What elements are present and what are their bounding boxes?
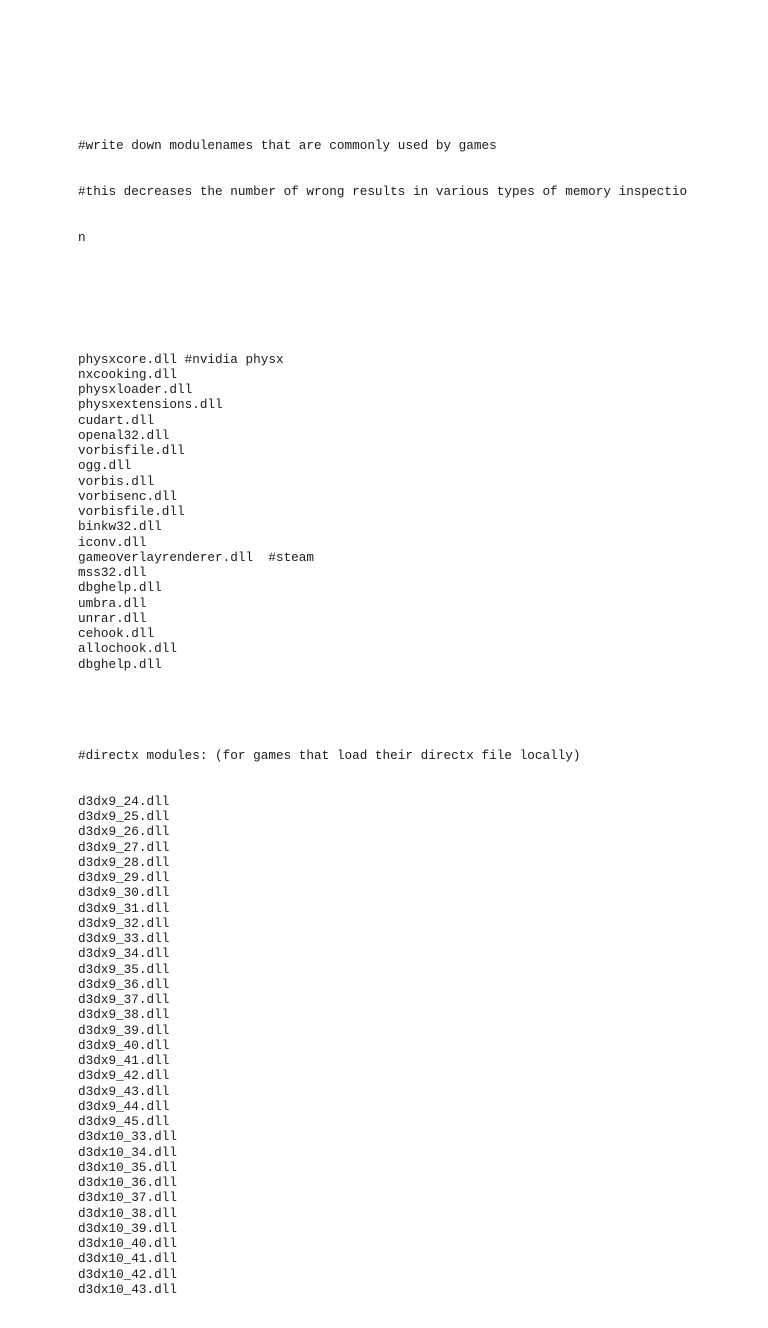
module-line: physxextensions.dll: [78, 397, 223, 413]
module-line: vorbisfile.dll: [78, 504, 185, 519]
module-line: d3dx10_42.dll: [78, 1266, 177, 1282]
module-line: d3dx9_41.dll: [78, 1053, 170, 1068]
comment-line: n: [78, 229, 86, 245]
module-line: d3dx9_33.dll: [78, 931, 170, 946]
blank-line: [78, 702, 718, 717]
module-line: d3dx10_33.dll: [78, 1129, 177, 1145]
module-line: mss32.dll: [78, 565, 147, 580]
module-line: nxcooking.dll: [78, 366, 177, 382]
module-line: d3dx9_45.dll: [78, 1114, 170, 1129]
module-line: d3dx9_24.dll: [78, 793, 170, 809]
module-line: d3dx9_36.dll: [78, 976, 170, 992]
comment-line: #write down modulenames that are commonly used by games: [78, 138, 497, 153]
module-line: d3dx9_27.dll: [78, 839, 170, 855]
module-line: d3dx9_31.dll: [78, 900, 170, 916]
directx-section-header: #directx modules: (for games that load their directx file locally): [78, 748, 581, 763]
module-line: d3dx9_28.dll: [78, 854, 170, 870]
module-line: d3dx10_43.dll: [78, 1281, 177, 1297]
module-line: d3dx10_36.dll: [78, 1175, 177, 1190]
module-line: vorbisfile.dll: [78, 443, 185, 458]
module-line: umbra.dll: [78, 595, 147, 611]
module-line: d3dx10_41.dll: [78, 1251, 177, 1267]
module-line: gameoverlayrenderer.dll #steam: [78, 549, 315, 565]
module-line: d3dx9_37.dll: [78, 992, 170, 1007]
directx-modules-list: [78, 794, 718, 1297]
module-line: cudart.dll: [78, 412, 155, 428]
module-line: d3dx9_39.dll: [78, 1022, 170, 1038]
module-list-text: [78, 77, 718, 1328]
module-line: d3dx10_39.dll: [78, 1220, 177, 1236]
module-line: cehook.dll: [78, 626, 155, 641]
module-line: allochook.dll: [78, 641, 177, 657]
module-line: dbghelp.dll: [78, 656, 162, 672]
module-line: openal32.dll: [78, 427, 170, 443]
module-line: d3dx9_38.dll: [78, 1007, 170, 1023]
module-line: vorbisenc.dll: [78, 488, 177, 504]
module-line: d3dx9_44.dll: [78, 1098, 170, 1114]
module-line: vorbis.dll: [78, 473, 155, 489]
module-line: d3dx9_43.dll: [78, 1083, 170, 1099]
module-line: physxcore.dll #nvidia physx: [78, 351, 284, 367]
module-line: d3dx9_30.dll: [78, 885, 170, 901]
module-line: dbghelp.dll: [78, 580, 162, 596]
module-line: d3dx9_40.dll: [78, 1037, 170, 1053]
module-line: d3dx9_34.dll: [78, 946, 170, 962]
header-comment: [78, 108, 718, 276]
module-line: d3dx9_32.dll: [78, 915, 170, 931]
module-line: d3dx9_26.dll: [78, 824, 170, 840]
module-line: d3dx9_25.dll: [78, 809, 170, 824]
blank-line: [78, 306, 718, 321]
module-line: d3dx10_38.dll: [78, 1205, 177, 1221]
module-line: d3dx9_42.dll: [78, 1068, 170, 1084]
module-line: binkw32.dll: [78, 519, 162, 535]
module-line: physxloader.dll: [78, 382, 193, 397]
module-line: d3dx10_37.dll: [78, 1190, 177, 1206]
module-line: ogg.dll: [78, 458, 132, 474]
module-line: d3dx10_34.dll: [78, 1144, 177, 1160]
comment-line: #this decreases the number of wrong results in various types of memory inspectio: [78, 183, 688, 199]
module-line: iconv.dll: [78, 534, 147, 550]
module-line: d3dx9_35.dll: [78, 961, 170, 977]
module-line: d3dx10_35.dll: [78, 1159, 177, 1175]
module-line: d3dx10_40.dll: [78, 1236, 177, 1251]
module-line: unrar.dll: [78, 610, 147, 626]
common-modules-list: [78, 352, 718, 672]
module-line: d3dx9_29.dll: [78, 870, 170, 885]
